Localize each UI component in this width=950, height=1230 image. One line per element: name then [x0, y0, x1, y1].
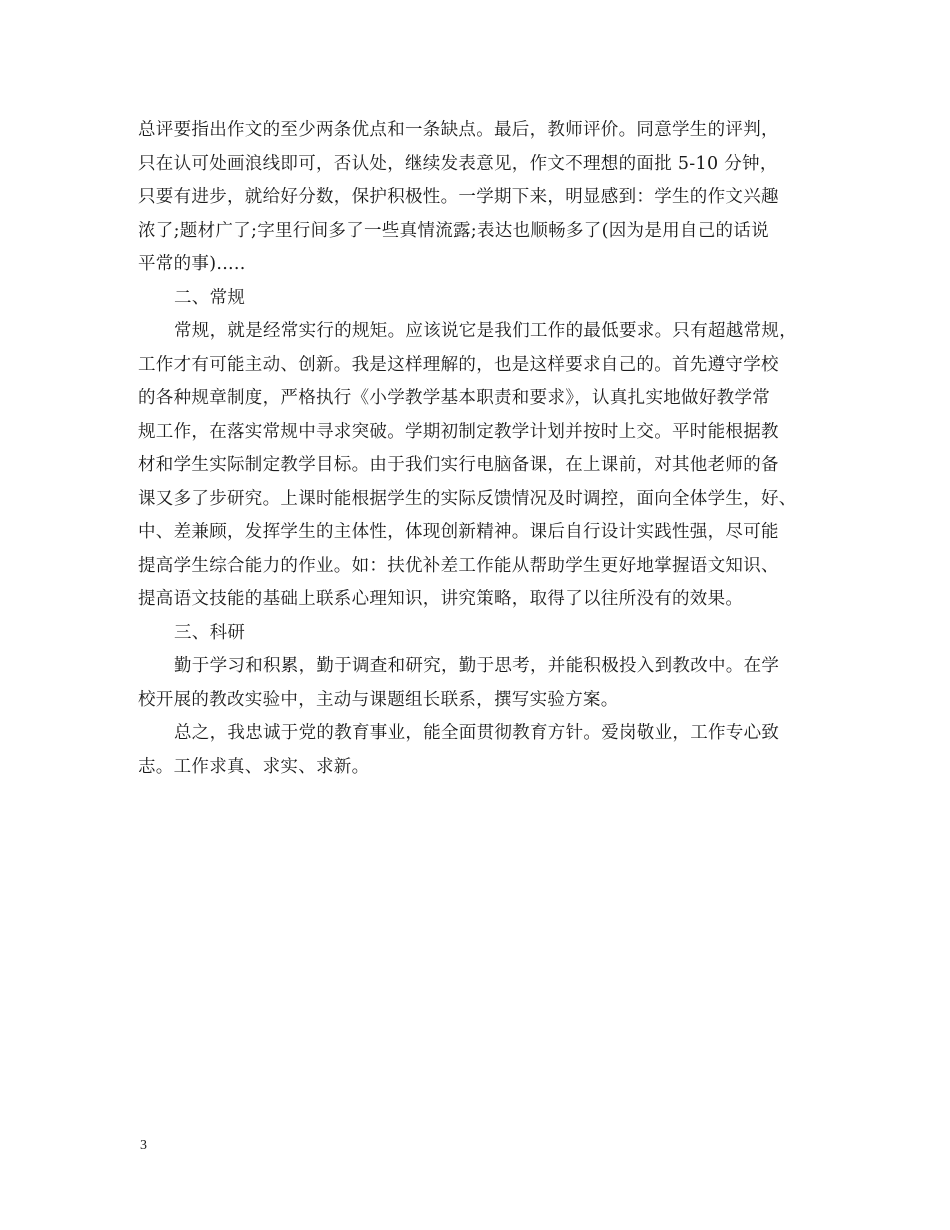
text-line: 材和学生实际制定教学目标。由于我们实行电脑备课，在上课前，对其他老师的备 — [138, 455, 779, 475]
text-line: 勤于学习和积累，勤于调查和研究，勤于思考，并能积极投入到教改中。在学 — [174, 656, 780, 676]
section-heading-research: 三、科研 — [174, 622, 246, 643]
text-line: 课又多了步研究。上课时能根据学生的实际反馈情况及时调控，面向全体学生，好、 — [138, 488, 797, 509]
text-line: 提高语文技能的基础上联系心理知识，讲究策略，取得了以往所没有的效果。 — [138, 589, 744, 609]
text-line: 提高学生综合能力的作业。如：扶优补差工作能从帮助学生更好地掌握语文知识、 — [138, 555, 779, 576]
section-heading-routine: 二、常规 — [174, 287, 246, 308]
text-line: 只要有进步，就给好分数，保护积极性。一学期下来，明显感到：学生的作文兴趣 — [138, 187, 779, 207]
text-line: 只在认可处画浪线即可，否认处，继续发表意见，作文不理想的面批 5-10 分钟， — [138, 153, 778, 174]
text-line: 总之，我忠诚于党的教育事业，能全面贯彻教育方针。爱岗敬业，工作专心致 — [174, 723, 780, 743]
text-line: 志。工作求真、求实、求新。 — [138, 756, 370, 777]
text-line: 总评要指出作文的至少两条优点和一条缺点。最后，教师评价。同意学生的评判， — [138, 120, 779, 140]
text-line: 平常的事)..... — [138, 254, 246, 274]
text-line: 的各种规章制度，严格执行《小学教学基本职责和要求》，认真扎实地做好教学常 — [138, 388, 771, 408]
text-line: 校开展的教改实验中，主动与课题组长联系，撰写实验方案。 — [138, 689, 619, 710]
document-body — [138, 114, 828, 784]
text-line: 中、差兼顾，发挥学生的主体性，体现创新精神。课后自行设计实践性强，尽可能 — [138, 522, 779, 542]
text-line: 规工作，在落实常规中寻求突破。学期初制定教学计划并按时上交。平时能根据教 — [138, 421, 779, 442]
text-line: 浓了;题材广了;字里行间多了一些真情流露;表达也顺畅多了(因为是用自己的话说 — [138, 220, 769, 241]
text-line: 工作才有可能主动、创新。我是这样理解的，也是这样要求自己的。首先遵守学校 — [138, 354, 779, 375]
text-line: 常规，就是经常实行的规矩。应该说它是我们工作的最低要求。只有超越常规， — [174, 321, 797, 341]
page-number: 3 — [140, 1138, 147, 1153]
